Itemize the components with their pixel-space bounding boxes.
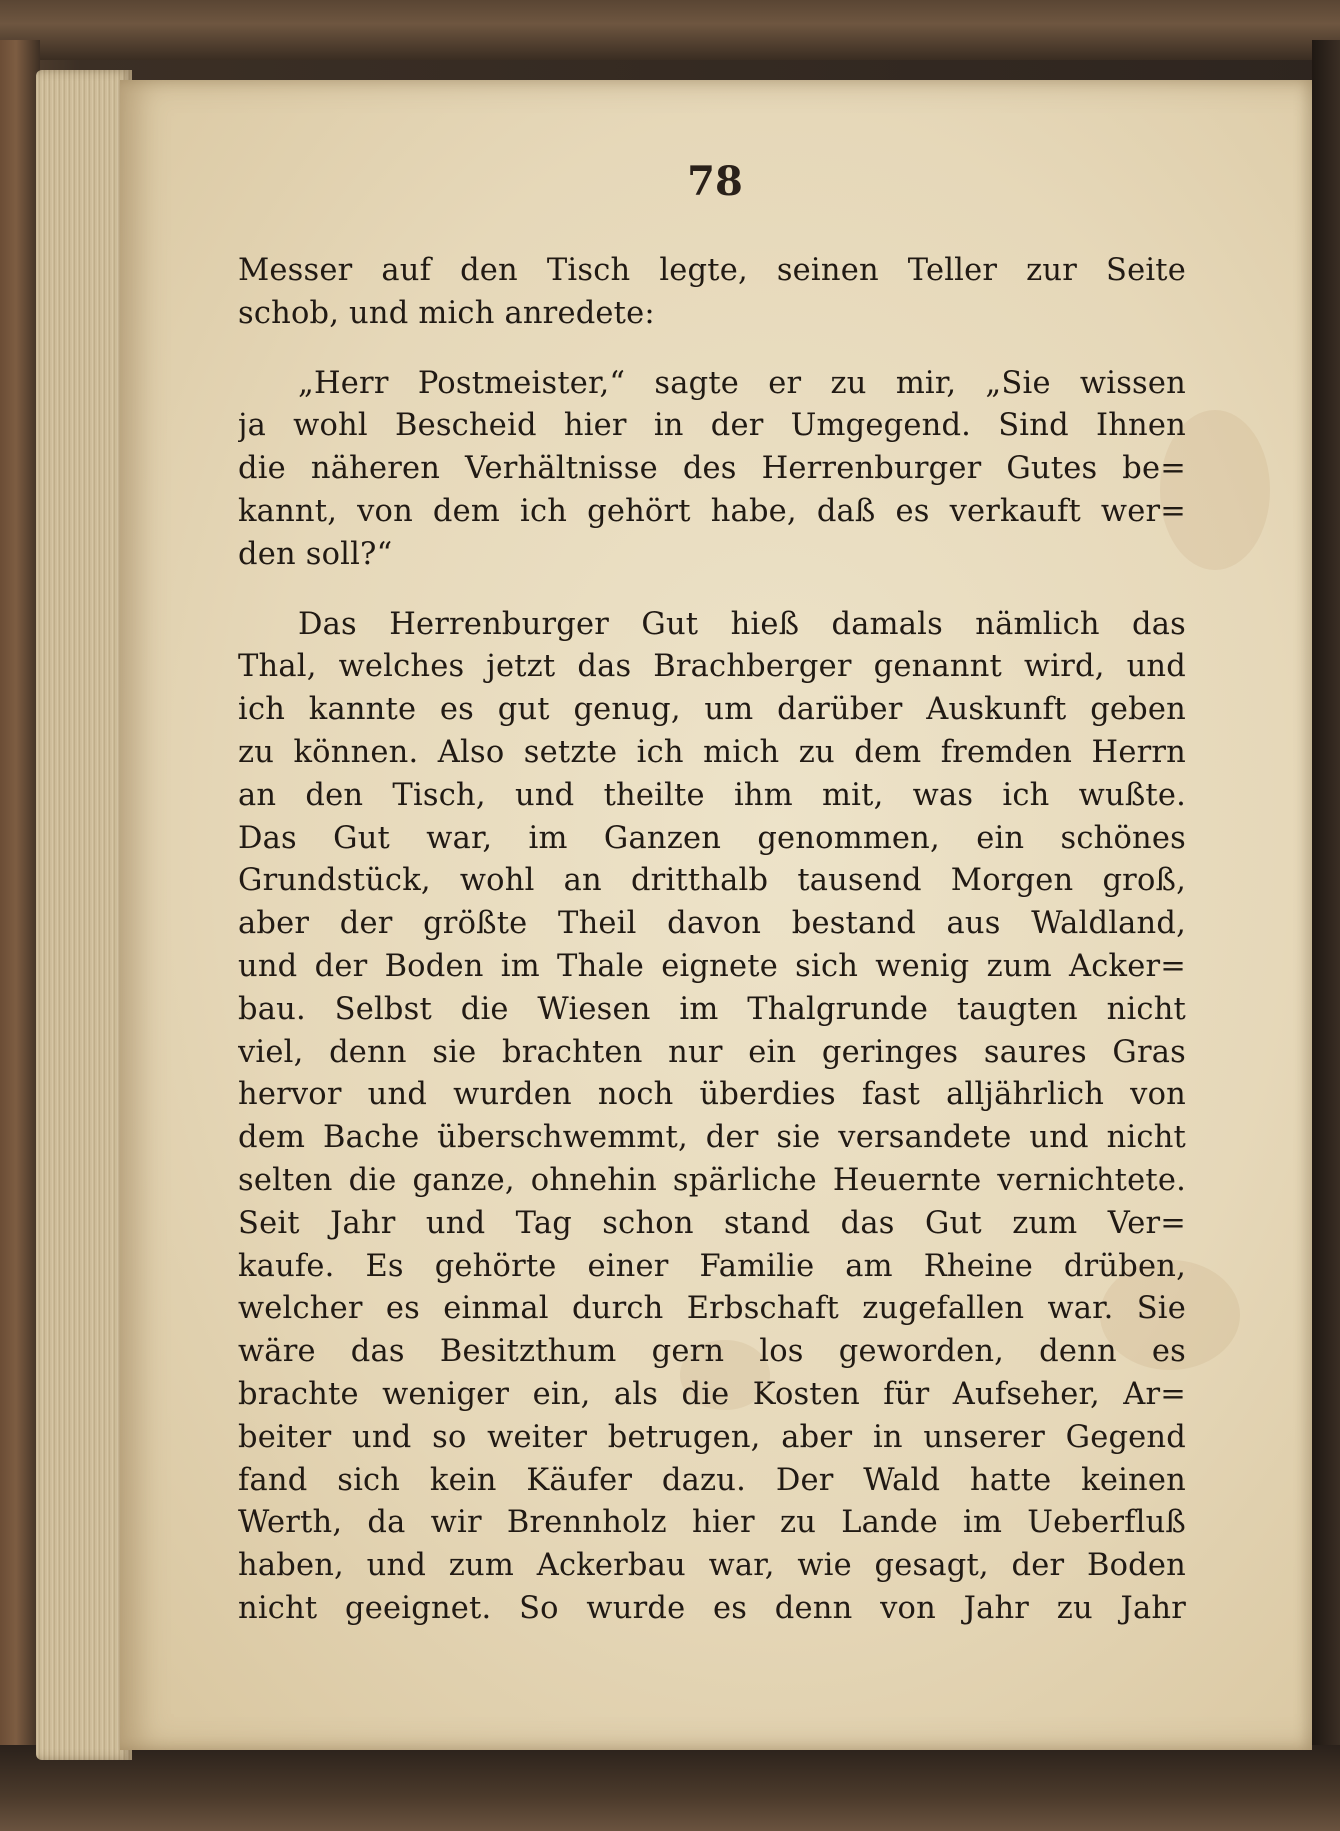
text-line: Werth, da wir Brennholz hier zu Lande im Ueberfluß: [238, 1505, 1186, 1541]
body-text: [238, 250, 1186, 1631]
text-line: Grundstück, wohl an dritthalb tausend Morgen groß,: [238, 863, 1186, 899]
text-line: Messer auf den Tisch legte, seinen Teller zur Seite: [238, 253, 1186, 288]
text-line: Das Herrenburger Gut hieß damals nämlich das: [298, 606, 1186, 642]
text-line: schob, und mich anredete:: [238, 295, 655, 331]
text-line: den soll?“: [238, 536, 393, 572]
text-line: kaufe. Es gehörte einer Familie am Rheine drüben,: [238, 1248, 1186, 1284]
text-line: ich kannte es gut genug, um darüber Auskunft geben: [238, 692, 1186, 728]
book-spine: [0, 40, 40, 1760]
text-line: Thal, welches jetzt das Brachberger genannt wird, und: [238, 649, 1186, 685]
text-line: hervor und wurden noch überdies fast alljährlich von: [238, 1077, 1186, 1113]
text-line: kannt, von dem ich gehört habe, daß es verkauft wer=: [238, 493, 1186, 529]
paragraph: [238, 363, 1186, 577]
text-line: brachte weniger ein, als die Kosten für Aufseher, Ar=: [238, 1376, 1186, 1412]
text-line: selten die ganze, ohnehin spärliche Heuernte vernichtete.: [238, 1162, 1186, 1198]
text-line: haben, und zum Ackerbau war, wie gesagt, der Boden: [238, 1548, 1186, 1584]
text-line: aber der größte Theil davon bestand aus Waldland,: [238, 906, 1186, 942]
text-line: Das Gut war, im Ganzen genommen, ein schönes: [238, 820, 1186, 856]
text-line: und der Boden im Thale eignete sich wenig zum Acker=: [238, 948, 1186, 984]
page-edges: [36, 70, 132, 1760]
text-line: beiter und so weiter betrugen, aber in unserer Gegend: [238, 1419, 1186, 1455]
text-line: viel, denn sie brachten nur ein geringes saures Gras: [238, 1034, 1186, 1070]
text-line: „Herr Postmeister,“ sagte er zu mir, „Sie wissen: [298, 365, 1186, 401]
page-number: 78: [687, 158, 743, 205]
text-line: dem Bache überschwemmt, der sie versandete und nicht: [238, 1120, 1186, 1156]
book-cover-right: [1312, 40, 1340, 1760]
text-line: die näheren Verhältnisse des Herrenburger Gutes be=: [238, 451, 1186, 487]
text-line: Seit Jahr und Tag schon stand das Gut zum Ver=: [238, 1205, 1186, 1241]
text-line: zu können. Also setzte ich mich zu dem fremden Herrn: [238, 734, 1186, 770]
text-line: an den Tisch, und theilte ihm mit, was ich wußte.: [238, 777, 1186, 813]
paragraph: [238, 604, 1186, 1631]
text-line: wäre das Besitzthum gern los geworden, denn es: [238, 1334, 1186, 1370]
book-cover-bottom: [0, 1745, 1340, 1831]
text-line: welcher es einmal durch Erbschaft zugefallen war. Sie: [238, 1291, 1186, 1327]
text-line: nicht geeignet. So wurde es denn von Jahr zu Jahr: [238, 1590, 1186, 1626]
paragraph: [238, 250, 1186, 336]
text-line: bau. Selbst die Wiesen im Thalgrunde taugten nicht: [238, 991, 1186, 1027]
text-line: ja wohl Bescheid hier in der Umgegend. Sind Ihnen: [238, 408, 1186, 444]
text-line: fand sich kein Käufer dazu. Der Wald hatte keinen: [238, 1462, 1186, 1498]
book-cover-top: [0, 0, 1340, 60]
